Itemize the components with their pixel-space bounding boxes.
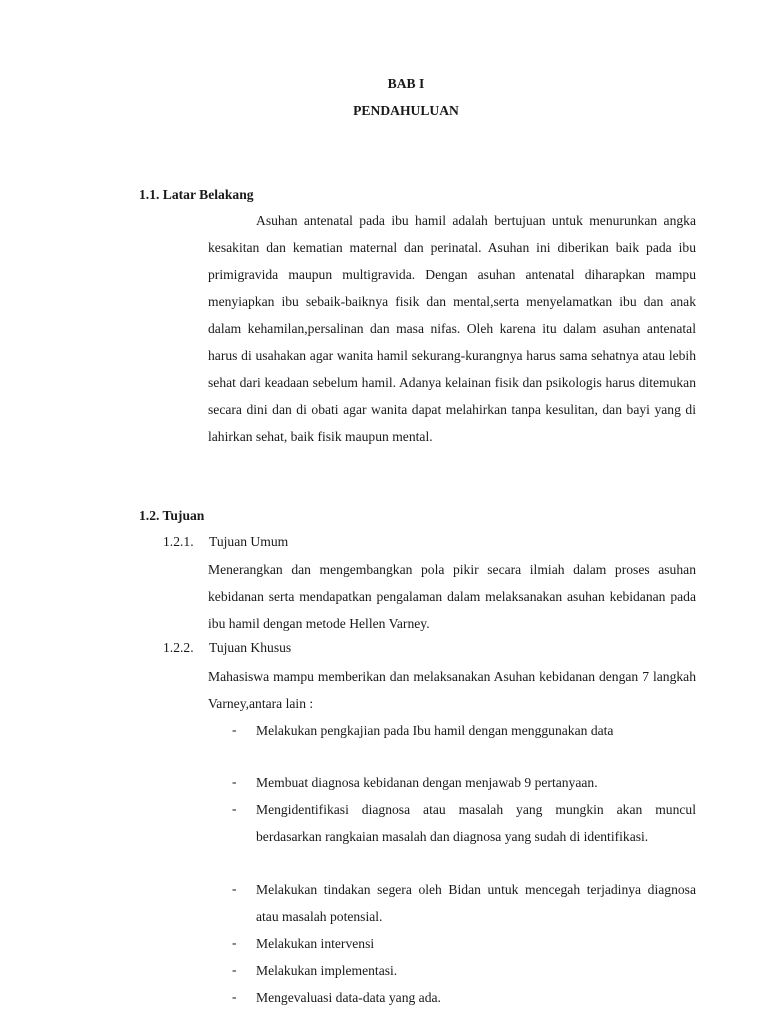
specific-objective-intro: Mahasiswa mampu memberikan dan melaksanakan Asuhan kebidanan dengan 7 langkah Varney,antara lain : [208, 669, 696, 711]
list-item-text: Melakukan intervensi [256, 936, 375, 951]
list-item-text: Membuat diagnosa kebidanan dengan menjawab 9 pertanyaan. [256, 775, 598, 790]
general-objective-paragraph: Menerangkan dan mengembangkan pola pikir secara ilmiah dalam proses asuhan kebidanan serta mendapatkan pengalaman dalam melaksanakan asuhan kebidanan pada ibu hamil dengan metode Hellen Varney. [208, 562, 696, 631]
subsection-number: 1.2.2. [163, 640, 194, 655]
list-bullet: - [232, 989, 237, 1004]
subsection-title: Tujuan Khusus [209, 640, 292, 655]
section-heading-latar-belakang: 1.1. Latar Belakang [139, 187, 254, 202]
subsection-tujuan-umum [163, 534, 288, 550]
list-item-text: Melakukan implementasi. [256, 963, 398, 978]
list-bullet: - [232, 801, 237, 816]
list-bullet: - [232, 722, 237, 737]
list-bullet: - [232, 774, 237, 789]
list-item-text: Mengidentifikasi diagnosa atau masalah yang mungkin akan muncul berdasarkan rangkaian masalah dan diagnosa yang sudah di identifikasi. [256, 802, 696, 844]
list-bullet: - [232, 881, 237, 896]
chapter-title: PENDAHULUAN [353, 103, 459, 118]
chapter-label: BAB I [387, 76, 425, 91]
section-heading-tujuan: 1.2. Tujuan [139, 508, 205, 523]
list-bullet: - [232, 962, 237, 977]
subsection-number: 1.2.1. [163, 534, 194, 549]
list-item-text: Melakukan tindakan segera oleh Bidan untuk mencegah terjadinya diagnosa atau masalah potensial. [256, 882, 696, 924]
list-item-text: Mengevaluasi data-data yang ada. [256, 990, 441, 1005]
background-paragraph: Asuhan antenatal pada ibu hamil adalah bertujuan untuk menurunkan angka kesakitan dan kematian maternal dan perinatal. Asuhan ini diberikan baik pada ibu primigravida maupun multigravida. Dengan asuhan antenatal diharapkan mampu menyiapkan ibu sebaik-baiknya fisik dan mental,serta menyelamatkan ibu dan anak dalam kehamilan,persalinan dan masa nifas. Oleh karena itu dalam asuhan antenatal harus di usahakan agar wanita hamil sekurang-kurangnya harus sama sehatnya atau lebih sehat dari keadaan sebelum hamil. Adanya kelainan fisik dan psikologis harus ditemukan secara dini dan di obati agar wanita dapat melahirkan tanpa kesulitan, dan bayi yang di lahirkan sehat, baik fisik maupun mental. [208, 213, 696, 444]
list-bullet: - [232, 935, 237, 950]
subsection-tujuan-khusus [163, 640, 291, 656]
list-item-text: Melakukan pengkajian pada Ibu hamil dengan menggunakan data [256, 723, 614, 738]
subsection-title: Tujuan Umum [209, 534, 289, 549]
